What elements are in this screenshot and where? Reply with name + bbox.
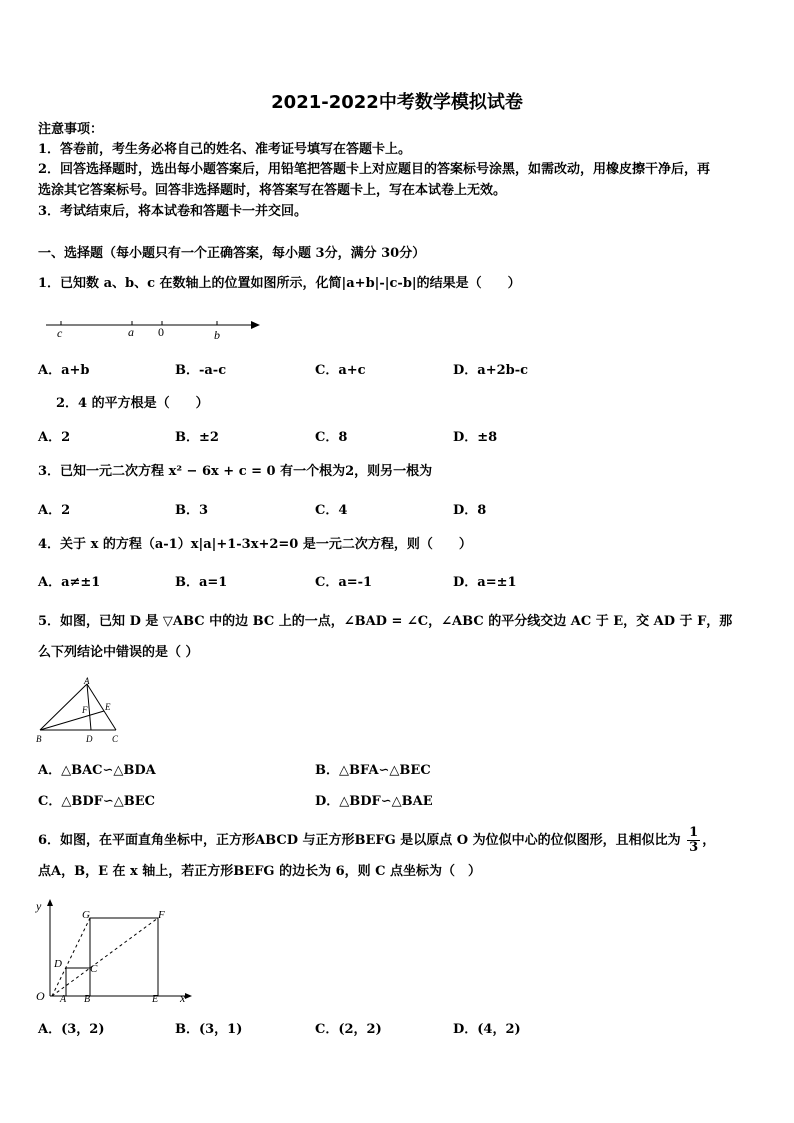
q2-option-c: C．8 bbox=[315, 430, 348, 445]
label-d: D bbox=[86, 734, 93, 744]
label-a: A bbox=[84, 676, 90, 686]
q1-option-c: C．a+c bbox=[315, 363, 366, 378]
label-o: O bbox=[36, 989, 45, 1003]
q1-option-d: D．a+2b-c bbox=[453, 363, 529, 378]
triangle-figure bbox=[34, 676, 134, 746]
q3-option-a: A．2 bbox=[38, 503, 71, 518]
label-c: C bbox=[112, 734, 119, 744]
q1-option-a: A．a+b bbox=[38, 363, 90, 378]
q1-stem: 1．已知数 a、b、c 在数轴上的位置如图所示，化简|a+b|-|c-b|的结果是（ ） bbox=[38, 276, 521, 291]
q3-option-d: D．8 bbox=[453, 503, 487, 518]
notice-item-3: 3．考试结束后，将本试卷和答题卡一并交回。 bbox=[38, 204, 308, 219]
coordinate-figure bbox=[32, 896, 202, 1008]
axis-label-x: x bbox=[180, 991, 186, 1005]
q1-option-b: B．-a-c bbox=[175, 363, 227, 378]
section-heading: 一、选择题（每小题只有一个正确答案，每小题 3分，满分 30分） bbox=[38, 246, 426, 261]
page-title: 2021-2022中考数学模拟试卷 bbox=[271, 92, 523, 113]
q6-option-a: A．(3，2) bbox=[38, 1022, 105, 1037]
q3-option-c: C．4 bbox=[315, 503, 348, 518]
label-d: D bbox=[54, 958, 62, 970]
q3-option-b: B．3 bbox=[175, 503, 209, 518]
label-e: E bbox=[152, 994, 159, 1005]
label-b: B bbox=[36, 734, 42, 744]
axis-label-b: b bbox=[214, 328, 220, 340]
notice-item-1: 1．答卷前，考生务必将自己的姓名、准考证号填写在答题卡上。 bbox=[38, 142, 412, 157]
fraction-denominator: 3 bbox=[689, 840, 699, 855]
label-e: E bbox=[105, 702, 111, 712]
q2-option-b: B．±2 bbox=[175, 430, 219, 445]
q5-option-a: A．△BAC∽△BDA bbox=[38, 763, 156, 778]
q4-option-a: A．a≠±1 bbox=[38, 575, 101, 590]
q2-option-d: D．±8 bbox=[453, 430, 498, 445]
label-b: B bbox=[84, 994, 91, 1005]
q2-stem: 2．4 的平方根是（ ） bbox=[56, 396, 209, 411]
q5-stem-line1: 5．如图，已知 D 是 ▽ABC 中的边 BC 上的一点，∠BAD = ∠C，∠ABC 的平分线交边 AC 于 E，交 AD 于 F，那 bbox=[38, 614, 733, 629]
q5-stem-line2: 么下列结论中错误的是（ ） bbox=[38, 645, 199, 660]
notice-header: 注意事项： bbox=[38, 122, 104, 137]
fraction-numerator: 1 bbox=[689, 825, 699, 840]
q5-option-b: B．△BFA∽△BEC bbox=[315, 763, 431, 778]
q6-option-d: D．(4，2) bbox=[453, 1022, 521, 1037]
label-a: A bbox=[60, 994, 67, 1005]
notice-item-2-cont: 选涂其它答案标号。回答非选择题时，将答案写在答题卡上，写在本试卷上无效。 bbox=[38, 183, 507, 198]
q6-option-b: B．(3，1) bbox=[175, 1022, 243, 1037]
q2-option-a: A．2 bbox=[38, 430, 71, 445]
q3-stem: 3．已知一元二次方程 x² − 6x + c = 0 有一个根为2，则另一根为 bbox=[38, 464, 433, 479]
q6-stem-line2: 点A，B，E 在 x 轴上，若正方形BEFG 的边长为 6，则 C 点坐标为（ ） bbox=[38, 864, 482, 879]
q5-option-d: D．△BDF∽△BAE bbox=[315, 794, 433, 809]
label-f: F bbox=[158, 909, 165, 921]
q4-stem: 4．关于 x 的方程（a-1）x|a|+1-3x+2=0 是一元二次方程，则（ ） bbox=[38, 537, 472, 552]
axis-label-a: a bbox=[128, 325, 134, 339]
label-g: G bbox=[82, 909, 90, 921]
label-f: F bbox=[82, 705, 88, 715]
q6-option-c: C．(2，2) bbox=[315, 1022, 382, 1037]
q6-stem-line1: 6．如图，在平面直角坐标中，正方形ABCD 与正方形BEFG 是以原点 O 为位似中心的位似图形，且相似比为 bbox=[38, 833, 681, 848]
q5-option-c: C．△BDF∽△BEC bbox=[38, 794, 155, 809]
q4-option-d: D．a=±1 bbox=[453, 575, 517, 590]
q4-option-b: B．a=1 bbox=[175, 575, 228, 590]
axis-label-c: c bbox=[57, 326, 63, 340]
q4-option-c: C．a=-1 bbox=[315, 575, 373, 590]
axis-label-zero: 0 bbox=[158, 325, 164, 339]
ratio-fraction bbox=[687, 826, 700, 855]
label-c: C bbox=[90, 963, 98, 975]
number-line-figure bbox=[42, 312, 264, 340]
axis-label-y: y bbox=[36, 899, 42, 913]
notice-item-2: 2．回答选择题时，选出每小题答案后，用铅笔把答题卡上对应题目的答案标号涂黑，如需改动，用橡皮擦干净后，再 bbox=[38, 162, 711, 177]
